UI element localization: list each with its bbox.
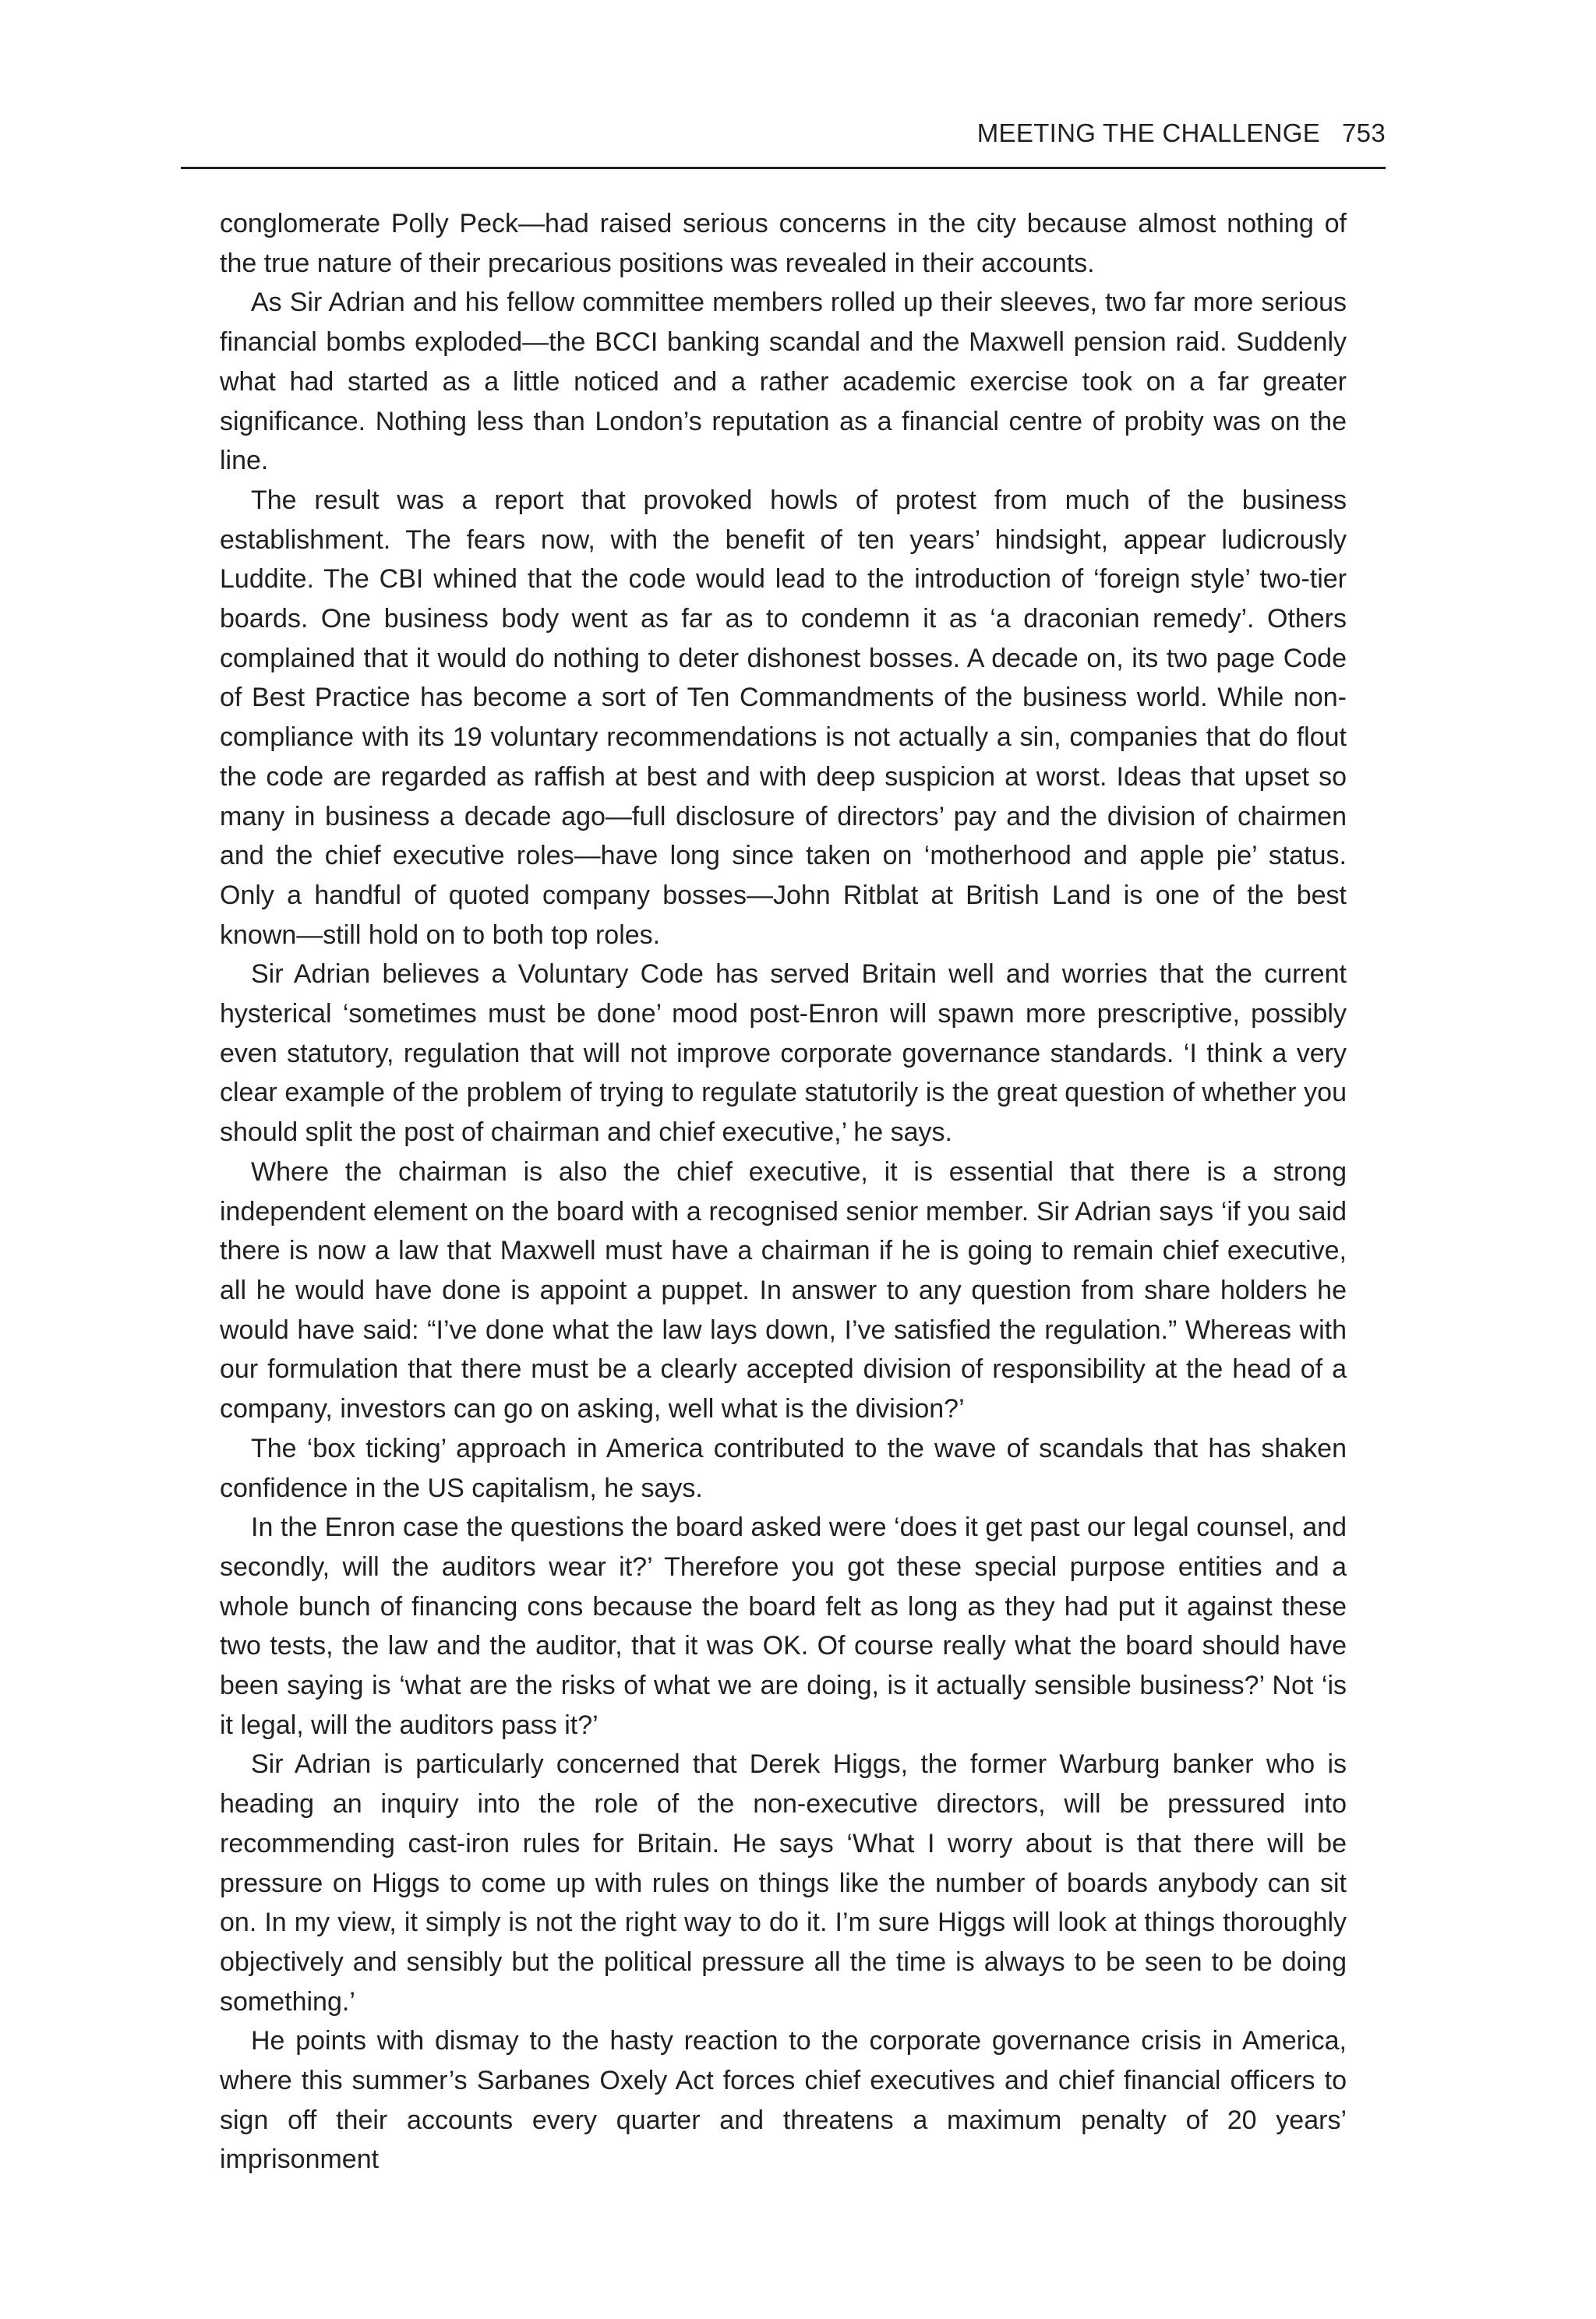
paragraph: Sir Adrian believes a Voluntary Code has served Britain well and worries that the current hysterical ‘sometimes must be done’ mood post-Enron will spawn more prescriptive, possibly even statutory, regulation that will not improve corporate governance standards. ‘I think a very clear example of the problem of trying to regulate statutorily is the great question of whether you should split the post of chairman and chief executive,’ he says. [220,959,1347,1148]
paragraph: Where the chairman is also the chief executive, it is essential that there is a strong independent element on the board with a recognised senior member. Sir Adrian says ‘if you said there is now a law that Maxwell must have a chairman if he is going to remain chief executive, all he would have done is appoint a puppet. In answer to any question from share holders he would have said: “I’ve done what the law lays down, I’ve satisfied the regulation.” Whereas with our formulation that there must be a clearly accepted division of responsibility at the head of a company, investors can go on asking, well what is the division?’ [220,1156,1347,1424]
running-head [181,118,1386,169]
paragraph: In the Enron case the questions the board asked were ‘does it get past our legal counsel, and secondly, will the auditors wear it?’ Therefore you got these special purpose entities and a whole bunch of financing cons because the board felt as long as they had put it against these two tests, the law and the auditor, that it was OK. Of course really what the board should have been saying is ‘what are the risks of what we are doing, is it actually sensible business?’ Not ‘is it legal, will the auditors pass it?’ [220,1512,1347,1740]
paragraph: Sir Adrian is particularly concerned that Derek Higgs, the former Warburg banker who is heading an inquiry into the role of the non-executive directors, will be pressured into recommending cast-iron rules for Britain. He says ‘What I worry about is that there will be pressure on Higgs to come up with rules on things like the number of boards anybody can sit on. In my view, it simply is not the right way to do it. I’m sure Higgs will look at things thoroughly objectively and sensibly but the political pressure all the time is always to be seen to be doing something.’ [220,1749,1347,2017]
running-head-text [977,118,1386,148]
page-number: 753 [1342,118,1386,147]
paragraph-continued: conglomerate Polly Peck—had raised serious concerns in the city because almost nothing of the true nature of their precarious positions was revealed in their accounts. [220,209,1347,278]
paragraph: The ‘box ticking’ approach in America contributed to the wave of scandals that has shaken confidence in the US capitalism, he says. [220,1433,1347,1503]
running-title: MEETING THE CHALLENGE [976,118,1321,147]
body-text [220,204,1347,2180]
paragraph-last: He points with dismay to the hasty reaction to the corporate governance crisis in America, where this summer’s Sarbanes Oxely Act forces chief executives and chief financial officers to sign off their accounts every quarter and threatens a maximum penalty of 20 years’ imprisonment [220,2026,1347,2175]
paragraph: As Sir Adrian and his fellow committee members rolled up their sleeves, two far more serious financial bombs exploded—the BCCI banking scandal and the Maxwell pension raid. Suddenly what had started as a little noticed and a rather academic exercise took on a far greater significance. Nothing less than London’s reputation as a financial centre of probity was on the line. [220,288,1347,476]
paragraph: The result was a report that provoked howls of protest from much of the business establishment. The fears now, with the benefit of ten years’ hindsight, appear ludicrously Luddite. The CBI whined that the code would lead to the introduction of ‘foreign style’ two-tier boards. One business body went as far as to condemn it as ‘a draconian remedy’. Others complained that it would do nothing to deter dishonest bosses. A decade on, its two page Code of Best Practice has become a sort of Ten Commandments of the business world. While non-compliance with its 19 voluntary recommendations is not actually a sin, companies that do flout the code are regarded as raffish at best and with deep suspicion at worst. Ideas that upset so many in business a decade ago—full disclosure of directors’ pay and the division of chairmen and the chief executive roles—have long since taken on ‘motherhood and apple pie’ status. Only a handful of quoted company bosses—John Ritblat at British Land is one of the best known—still hold on to both top roles. [220,485,1347,950]
